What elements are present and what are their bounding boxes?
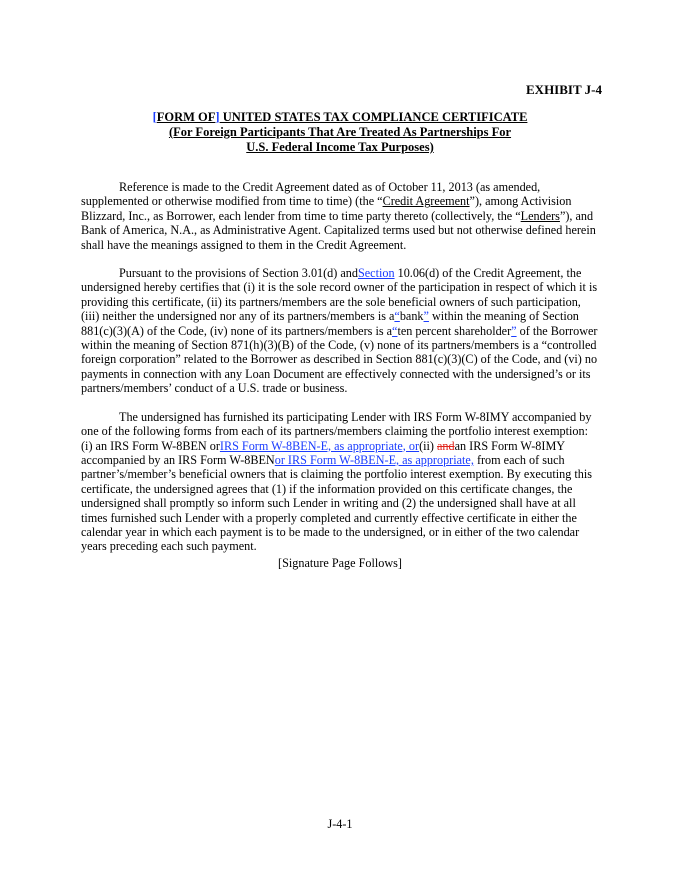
title-line-2: (For Foreign Participants That Are Treated As Partnerships For (168, 125, 512, 139)
p1-text-b: ”), among Activision Blizzard, Inc., as Borrower, each lender from time to time party thereto (collectively, the “ (81, 194, 572, 223)
p2-insertion-quote-close: ” (423, 309, 429, 324)
title-form-of: FORM OF (156, 110, 216, 124)
defined-term-lenders: Lenders (520, 208, 560, 223)
p3-text-d: from each of such partner’s/member’s beneficial owners that is claiming the portfolio interest exemption. By executing this certificate, the undersigned agrees that (1) if the information provided on this certificate changes, the undersigned shall promptly so inform such Lender in writing and (2) the undersigned shall have at all times furnished such Lender with a properly completed and currently effective certificate in either the calendar year in which each payment is to be made to the undersigned, or in either of the two calendar years preceding each such payment. (81, 452, 592, 554)
paragraph-certifications (81, 266, 601, 396)
p3-insertion-w8bene-2: or IRS Form W-8BEN-E, as appropriate, (274, 452, 474, 467)
signature-page-follows: [Signature Page Follows] (278, 556, 402, 570)
p2-text-f: of the Borrower within the meaning of Section 871(h)(3)(B) of the Code, (v) none of its partners/members is a “controlled foreign corporation” related to the Borrower as described in Section 881(c)(3)(C) of the Code, and (vi) no payments in connection with any Loan Document are effectively connected with the undersigned’s or its partners/members’ conduct of a U.S. trade or business. (81, 323, 598, 396)
p2-text-d: within the meaning of Section 881(c)(3)(A) of the Code, (iv) none of its partners/members is a (81, 309, 579, 338)
title-main: UNITED STATES TAX COMPLIANCE CERTIFICATE (219, 110, 528, 124)
p1-text-c: ”), and Bank of America, N.A., as Administrative Agent. Capitalized terms used but not otherwise defined herein shall have the meanings assigned to them in the Credit Agreement. (81, 208, 596, 252)
certificate-title (0, 110, 680, 155)
p2-insertion-quote-open: “ (394, 309, 400, 324)
paragraph-forms (81, 410, 601, 554)
title-insertion-close: ] (215, 110, 220, 124)
page-number: J-4-1 (327, 817, 353, 831)
p2-insertion-quote-close-2: ” (511, 323, 517, 338)
p2-text-shareholder: ten percent shareholder (397, 323, 512, 338)
p3-text-c: an IRS Form W-8IMY accompanied by an IRS Form W-8BEN (81, 438, 565, 467)
p2-text-b: 10.06(d) of the Credit Agreement, the undersigned hereby certifies that (i) it is the sole record owner of the participation in respect of which it is providing this certificate, (ii) its partners/members are the sole beneficial owners of such participation, (iii) neither the undersigned nor any of its partners/members is a (81, 266, 598, 324)
p2-insertion-section: Section (357, 266, 395, 281)
p3-text-a: The undersigned has furnished its participating Lender with IRS Form W-8IMY accompanied by one of the following forms from each of its partners/members claiming the portfolio interest exemption: (i) an IRS Form W-8BEN or (81, 409, 592, 453)
title-line-3: U.S. Federal Income Tax Purposes) (246, 140, 434, 154)
p3-deletion-and: and (437, 438, 455, 453)
p2-text-bank: bank (399, 309, 424, 324)
title-line-1 (0, 110, 680, 125)
defined-term-credit-agreement: Credit Agreement (382, 194, 470, 209)
title-insertion-open: [ (152, 110, 157, 124)
exhibit-label: EXHIBIT J-4 (526, 82, 602, 97)
paragraph-reference (81, 180, 601, 252)
certificate-body (81, 180, 601, 568)
p3-text-b: (ii) (419, 438, 437, 453)
p1-text-a: Reference is made to the Credit Agreement dated as of October 11, 2013 (as amended, supplemented or otherwise modified from time to time) (the “ (81, 180, 541, 209)
p3-insertion-w8bene-1: IRS Form W-8BEN-E, as appropriate, or (219, 438, 420, 453)
p2-insertion-quote-open-2: “ (392, 323, 398, 338)
p2-text-a: Pursuant to the provisions of Section 3.01(d) and (119, 266, 358, 281)
